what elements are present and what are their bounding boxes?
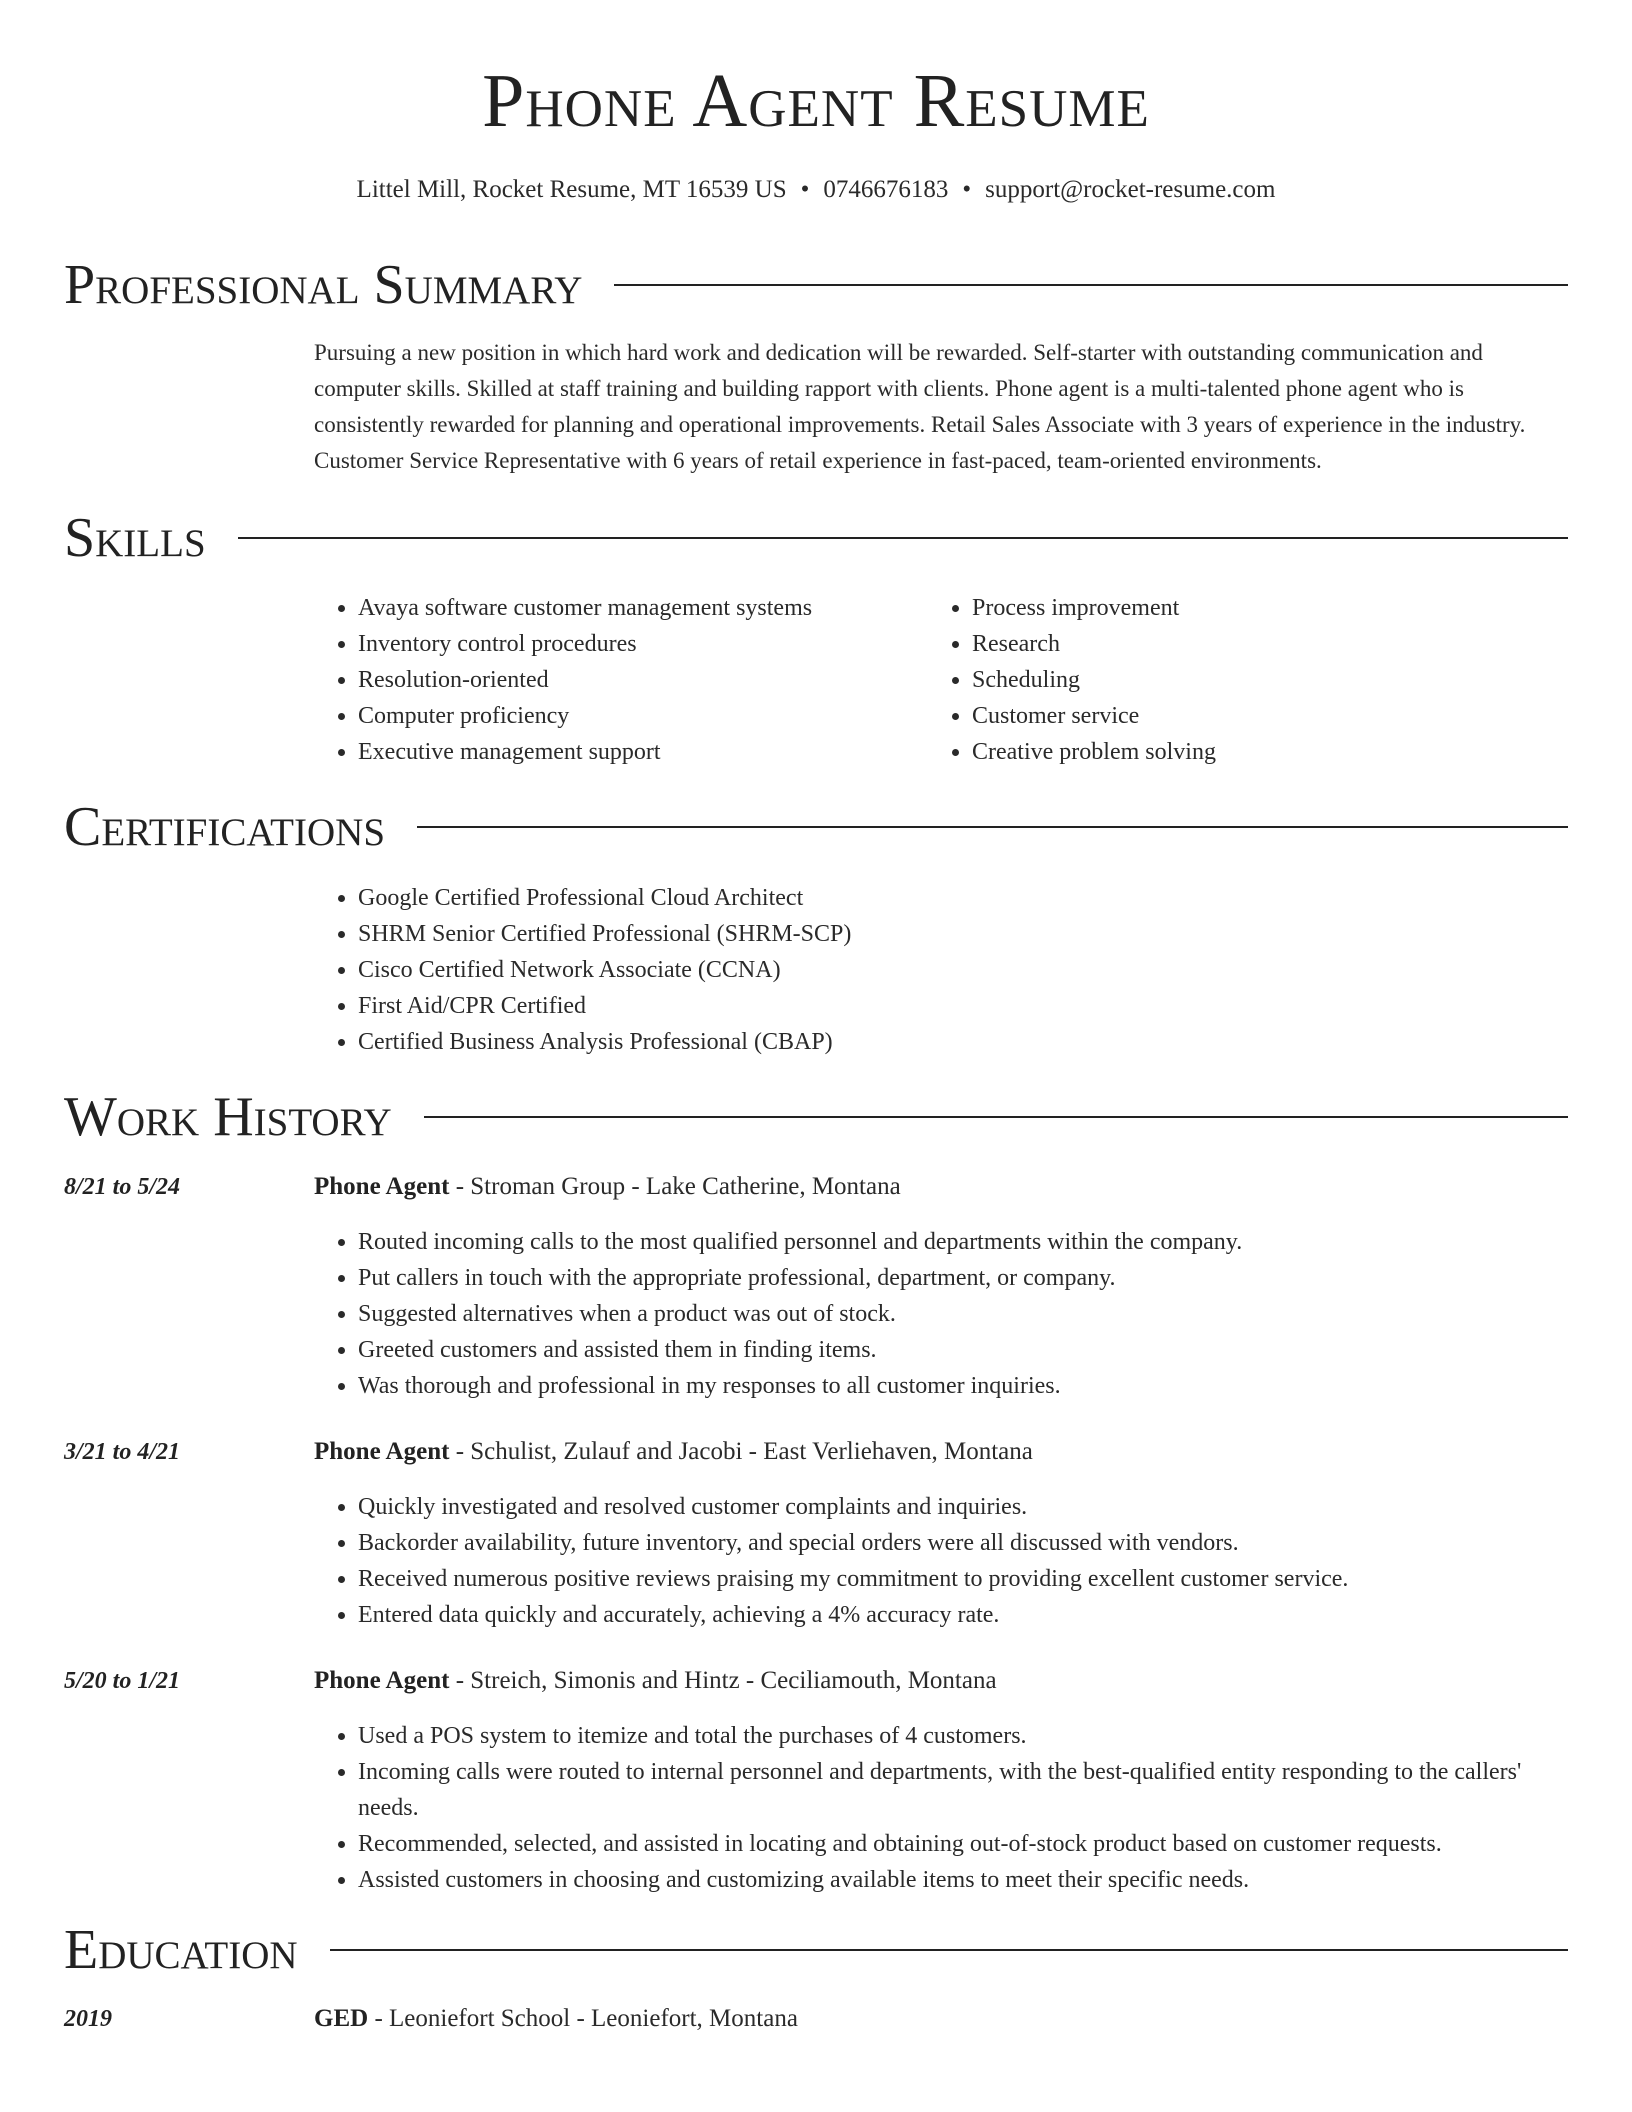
list-item: • Executive management support	[358, 734, 914, 770]
list-item: • Suggested alternatives when a product was out of stock.	[358, 1296, 1544, 1332]
contact-separator: •	[962, 176, 972, 203]
list-item: • Greeted customers and assisted them in finding items.	[358, 1332, 1544, 1368]
certifications-list	[314, 880, 1514, 1060]
job-dates: 5/20 to 1/21	[64, 1668, 181, 1694]
job-heading	[314, 1665, 997, 1697]
list-item: • Cisco Certified Network Associate (CCNA)	[358, 952, 1514, 988]
list-item: • Incoming calls were routed to internal personnel and departments, with the best-qualified entity responding to the callers' needs.	[358, 1754, 1544, 1826]
job-title: Phone Agent	[314, 1667, 450, 1694]
list-item: • Scheduling	[972, 662, 1528, 698]
section-heading-summary	[64, 250, 1568, 320]
section-divider	[238, 537, 1568, 539]
section-heading-certifications	[64, 792, 1568, 862]
list-item: • Inventory control procedures	[358, 626, 914, 662]
job-heading	[314, 1436, 1033, 1468]
list-item: • Used a POS system to itemize and total the purchases of 4 customers.	[358, 1718, 1544, 1754]
list-item: • Google Certified Professional Cloud Architect	[358, 880, 1514, 916]
skills-column-right	[928, 590, 1528, 770]
list-item: • Put callers in touch with the appropriate professional, department, or company.	[358, 1260, 1544, 1296]
section-title: Professional Summary	[64, 254, 583, 316]
list-item: • Avaya software customer management systems	[358, 590, 914, 626]
job-employer: - Streich, Simonis and Hintz - Ceciliamouth, Montana	[449, 1667, 997, 1694]
list-item: • Certified Business Analysis Professional (CBAP)	[358, 1024, 1514, 1060]
education-degree: GED	[314, 2005, 369, 2032]
section-divider	[330, 1949, 1568, 1951]
section-divider	[614, 284, 1568, 286]
job-dates: 3/21 to 4/21	[64, 1439, 181, 1465]
contact-line	[0, 174, 1632, 206]
list-item: • Resolution-oriented	[358, 662, 914, 698]
section-title: Education	[64, 1919, 298, 1981]
list-item: • Recommended, selected, and assisted in locating and obtaining out-of-stock product based on customer requests.	[358, 1826, 1544, 1862]
education-heading	[314, 2003, 798, 2035]
contact-email: support@rocket-resume.com	[985, 176, 1276, 203]
list-item: • Computer proficiency	[358, 698, 914, 734]
list-item: • Research	[972, 626, 1528, 662]
list-item: • Was thorough and professional in my responses to all customer inquiries.	[358, 1368, 1544, 1404]
section-heading-skills	[64, 503, 1568, 573]
list-item: • Quickly investigated and resolved customer complaints and inquiries.	[358, 1489, 1544, 1525]
section-divider	[417, 826, 1568, 828]
job-title: Phone Agent	[314, 1438, 450, 1465]
list-item: • Backorder availability, future inventory, and special orders were all discussed with vendors.	[358, 1525, 1544, 1561]
summary-text: Pursuing a new position in which hard work and dedication will be rewarded. Self-starter with outstanding communication and computer skills. Skilled at staff training and building rapport with clients. Phone agent is a multi-talented phone agent who is consistently rewarded for planning and operational improvements. Retail Sales Associate with 3 years of experience in the industry. Customer Service Representative with 6 years of retail experience in fast-paced, team-oriented environments.	[314, 340, 1526, 473]
list-item: • Entered data quickly and accurately, achieving a 4% accuracy rate.	[358, 1597, 1544, 1633]
list-item: • Routed incoming calls to the most qualified personnel and departments within the company.	[358, 1224, 1544, 1260]
job-heading	[314, 1171, 901, 1203]
section-divider	[424, 1116, 1568, 1118]
section-heading-work-history	[64, 1082, 1568, 1152]
education-school: - Leoniefort School - Leoniefort, Montana	[368, 2005, 798, 2032]
list-item: • Assisted customers in choosing and customizing available items to meet their specific needs.	[358, 1862, 1544, 1898]
job-dates: 8/21 to 5/24	[64, 1174, 181, 1200]
resume-title: Phone Agent Resume	[482, 59, 1150, 143]
list-item: • First Aid/CPR Certified	[358, 988, 1514, 1024]
contact-address: Littel Mill, Rocket Resume, MT 16539 US	[356, 176, 787, 203]
list-item: • Received numerous positive reviews praising my commitment to providing excellent customer service.	[358, 1561, 1544, 1597]
job-employer: - Schulist, Zulauf and Jacobi - East Verliehaven, Montana	[449, 1438, 1033, 1465]
list-item: • SHRM Senior Certified Professional (SHRM-SCP)	[358, 916, 1514, 952]
section-title: Skills	[64, 507, 206, 569]
list-item: • Process improvement	[972, 590, 1528, 626]
job-bullets	[314, 1718, 1544, 1898]
job-bullets	[314, 1224, 1544, 1404]
list-item: • Creative problem solving	[972, 734, 1528, 770]
job-title: Phone Agent	[314, 1173, 450, 1200]
contact-separator: •	[800, 176, 810, 203]
job-employer: - Stroman Group - Lake Catherine, Montana	[449, 1173, 901, 1200]
section-heading-education	[64, 1915, 1568, 1985]
list-item: • Customer service	[972, 698, 1528, 734]
section-title: Certifications	[64, 796, 386, 858]
skills-column-left	[314, 590, 914, 770]
job-bullets	[314, 1489, 1544, 1633]
education-year: 2019	[64, 2006, 112, 2032]
contact-phone: 0746676183	[823, 176, 949, 203]
section-title: Work History	[64, 1086, 392, 1148]
